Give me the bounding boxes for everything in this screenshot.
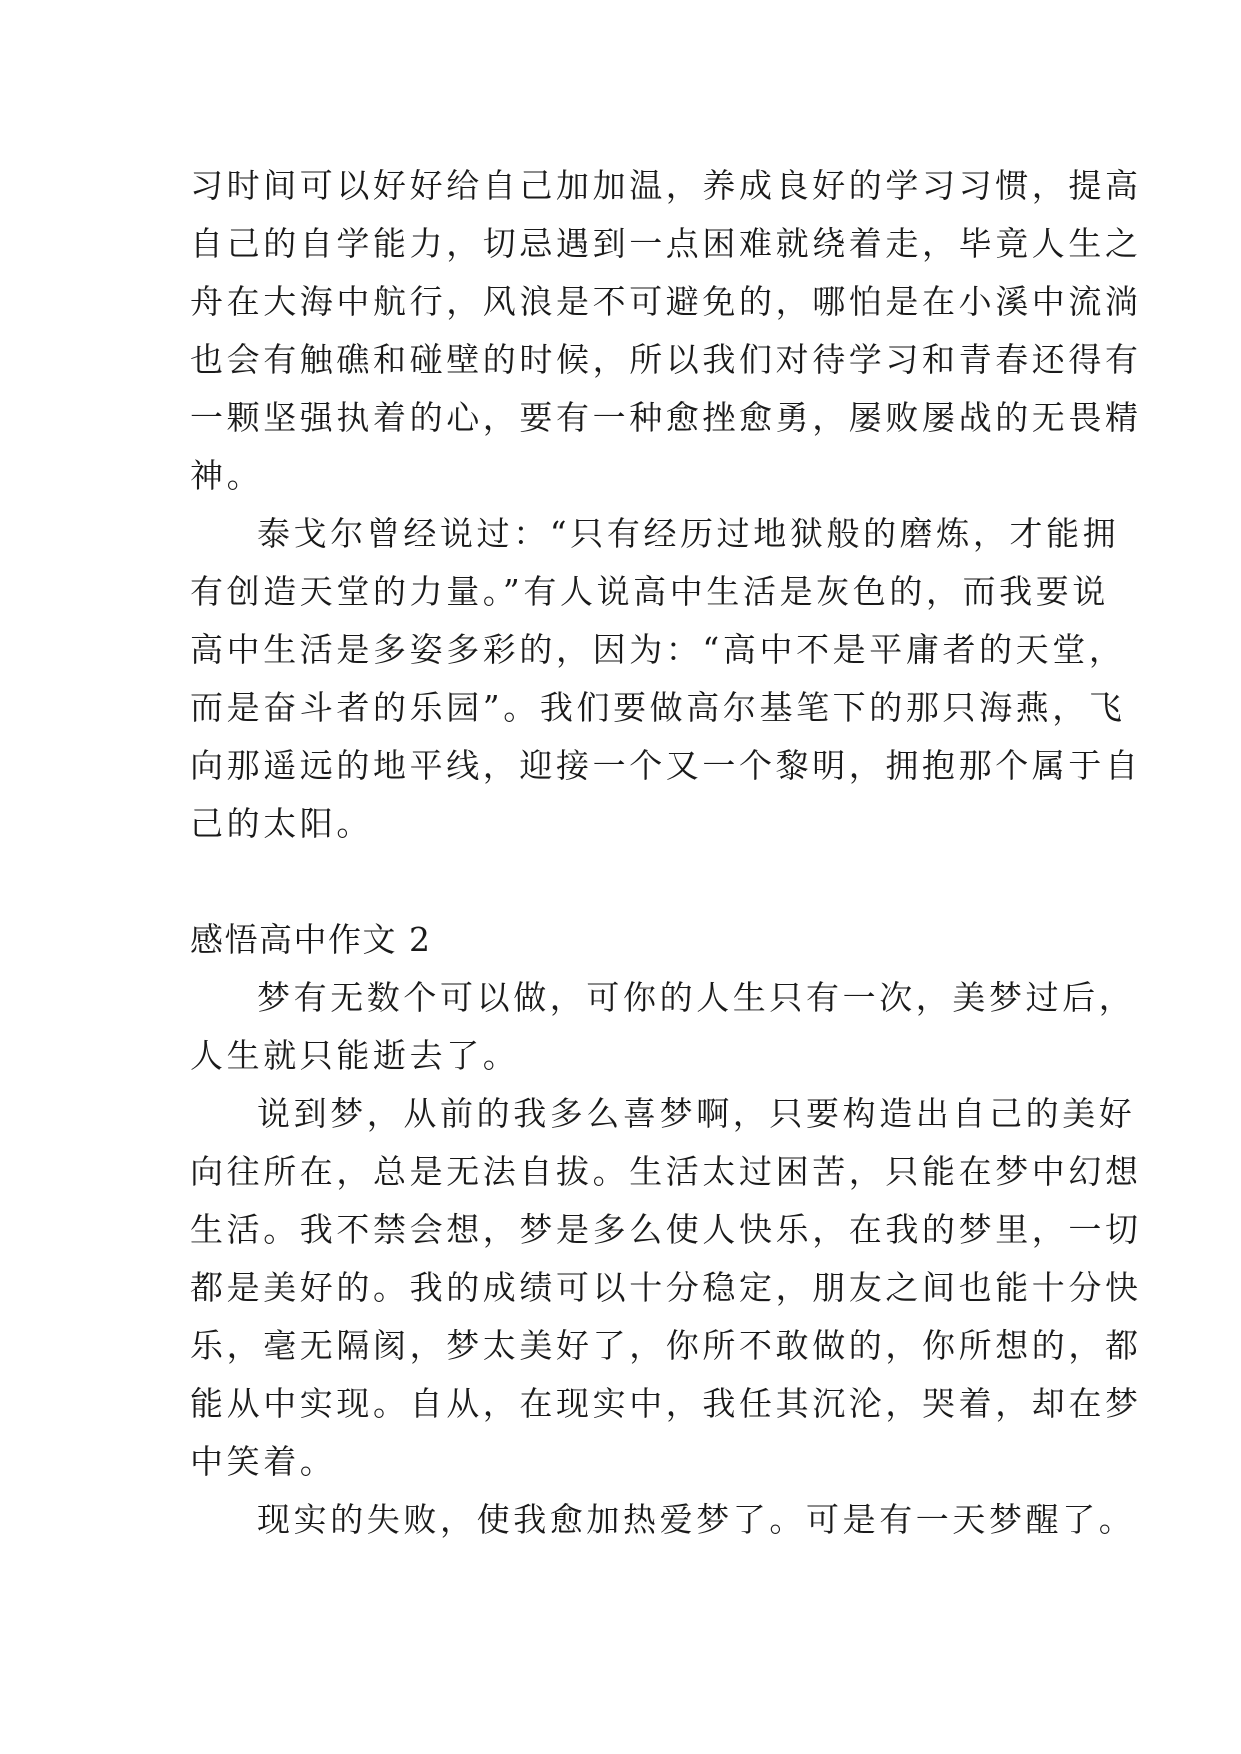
paragraph-line: 神。	[190, 456, 264, 495]
paragraph-line: 都是美好的。我的成绩可以十分稳定，朋友之间也能十分快	[190, 1268, 1142, 1307]
paragraph-line: 一颗坚强执着的心，要有一种愈挫愈勇，屡败屡战的无畏精	[190, 398, 1142, 437]
paragraph-line: 舟在大海中航行，风浪是不可避免的，哪怕是在小溪中流淌	[190, 282, 1142, 321]
paragraph-line: 也会有触礁和碰壁的时候，所以我们对待学习和青春还得有	[190, 340, 1142, 379]
paragraph-line: 向往所在，总是无法自拔。生活太过困苦，只能在梦中幻想	[190, 1152, 1142, 1191]
paragraph-line: 习时间可以好好给自己加加温，养成良好的学习习惯，提高	[190, 166, 1142, 205]
paragraph-first-line: 梦有无数个可以做，可你的人生只有一次，美梦过后，	[257, 978, 1136, 1017]
paragraph-line: 而是奋斗者的乐园”。我们要做高尔基笔下的那只海燕，飞	[190, 688, 1126, 727]
paragraph-line: 能从中实现。自从，在现实中，我任其沉沦，哭着，却在梦	[190, 1384, 1142, 1423]
paragraph-line: 自己的自学能力，切忌遇到一点困难就绕着走，毕竟人生之	[190, 224, 1142, 263]
paragraph-line: 中笑着。	[190, 1442, 337, 1481]
paragraph-line: 乐，毫无隔阂，梦太美好了，你所不敢做的，你所想的，都	[190, 1326, 1142, 1365]
paragraph-line: 向那遥远的地平线，迎接一个又一个黎明，拥抱那个属于自	[190, 746, 1142, 785]
paragraph-line: 人生就只能逝去了。	[190, 1036, 520, 1075]
section-heading: 感悟高中作文 2	[190, 920, 432, 959]
paragraph-line: 有创造天堂的力量。”有人说高中生活是灰色的，而我要说	[190, 572, 1109, 611]
paragraph-first-line: 泰戈尔曾经说过：“只有经历过地狱般的磨炼，才能拥	[257, 514, 1120, 553]
paragraph-line: 高中生活是多姿多彩的，因为：“高中不是平庸者的天堂，	[190, 630, 1126, 669]
paragraph-line: 生活。我不禁会想，梦是多么使人快乐，在我的梦里，一切	[190, 1210, 1142, 1249]
paragraph-first-line: 说到梦，从前的我多么喜梦啊，只要构造出自己的美好	[257, 1094, 1136, 1133]
paragraph-first-line: 现实的失败，使我愈加热爱梦了。可是有一天梦醒了。	[257, 1500, 1136, 1539]
paragraph-line: 己的太阳。	[190, 804, 373, 843]
